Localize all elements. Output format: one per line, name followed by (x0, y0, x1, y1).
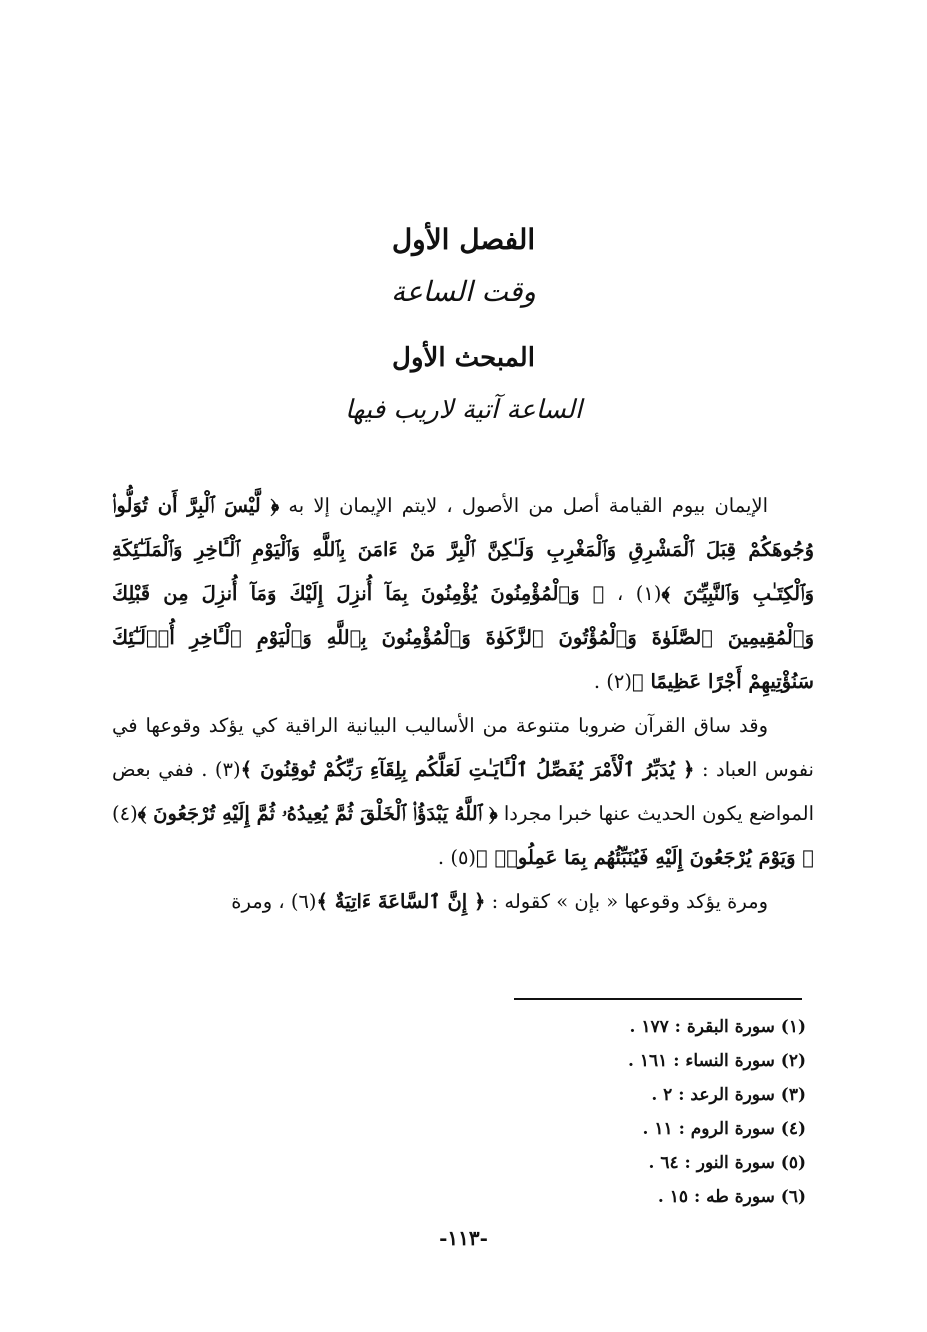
chapter-heading: الفصل الأول (391, 223, 536, 256)
footnote-divider (514, 998, 802, 1000)
footnote-item: (٤) سورة الروم : ١١ . (642, 1119, 806, 1139)
headings-block (0, 214, 927, 436)
footnote-item: (٥) سورة النور : ٦٤ . (648, 1153, 806, 1173)
paragraph-text: وقد ساق القرآن ضروبا متنوعة من الأساليب البيانية الراقية كي يؤكد وقوعها في نفوس العباد : (112, 714, 814, 781)
body-text (112, 484, 814, 924)
body-paragraph (112, 484, 814, 704)
footnote-item: (٢) سورة النساء : ١٦١ . (628, 1051, 806, 1071)
footnote-item: (٣) سورة الرعد : ٢ . (651, 1085, 806, 1105)
paragraph-text: الإيمان بيوم القيامة أصل من الأصول ، لايتم الإيمان إلا به (279, 494, 768, 517)
quran-verse: ﴿ وَٱلْمُؤْمِنُونَ يُؤْمِنُونَ بِمَآ أُنزِلَ إِلَيْكَ وَمَآ أُنزِلَ مِن قَبْلِكَ وَٱلْمُقِيمِينَ ٱلصَّلَوٰةَ وَٱلْمُؤْتُونَ ٱلزَّكَوٰةَ وَٱلْمُؤْمِنُونَ بِٱللَّهِ وَٱلْيَوْمِ ٱلْـَٔاخِرِ أُو۟لَـٰٓئِكَ سَنُؤْتِيهِمْ أَجْرًا عَظِيمًا ﴾ (112, 582, 814, 693)
footnotes-list (300, 1010, 806, 1214)
quran-verse: ﴿ وَيَوْمَ يُرْجَعُونَ إِلَيْهِ فَيُنَبِّئُهُم بِمَا عَمِلُوا۟ ﴾ (476, 846, 814, 869)
quran-verse: ﴿ إِنَّ ٱلسَّاعَةَ ءَاتِيَةٌ ﴾ (316, 890, 486, 913)
footnote-item: (٦) سورة طه : ١٥ . (657, 1187, 806, 1207)
quran-verse: ﴿ يُدَبِّرُ ٱلْأَمْرَ يُفَصِّلُ ٱلْـَٔايَـٰتِ لَعَلَّكُم بِلِقَآءِ رَبِّكُمْ تُوقِنُونَ ﴾ (240, 758, 695, 781)
paragraph-text: ومرة يؤكد وقوعها « بإن » كقوله : (485, 890, 768, 913)
paragraph-text: (٤) (112, 802, 138, 825)
paragraph-text: (١) ، (604, 582, 662, 605)
page-number: -١١٣- (439, 1226, 488, 1250)
quran-verse: ﴿ لَّيْسَ ٱلْبِرَّ أَن تُوَلُّوا۟ وُجُوهَكُمْ قِبَلَ ٱلْمَشْرِقِ وَٱلْمَغْرِبِ وَلَـٰكِنَّ ٱلْبِرَّ مَنْ ءَامَنَ بِٱللَّهِ وَٱلْيَوْمِ ٱلْـَٔاخِرِ وَٱلْمَلَـٰٓئِكَةِ وَٱلْكِتَـٰبِ وَٱلنَّبِيِّـۧنَ ﴾ (112, 494, 814, 605)
paragraph-text: (٢) . (593, 670, 632, 693)
section-heading: المبحث الأول (392, 343, 535, 373)
body-paragraph (112, 704, 814, 880)
chapter-title: وقت الساعة (391, 275, 536, 308)
paragraph-text: (٥) . (437, 846, 477, 869)
quran-verse: ﴿ ٱللَّهُ يَبْدَؤُا۟ ٱلْخَلْقَ ثُمَّ يُعِيدُهُۥ ثُمَّ إِلَيْهِ تُرْجَعُونَ ﴾ (137, 802, 498, 825)
footnote-item: (١) سورة البقرة : ١٧٧ . (629, 1017, 806, 1037)
paragraph-text: (٣) . ففي بعض المواضع يكون الحديث عنها خبرا مجردا (112, 758, 814, 825)
section-title: الساعة آتية لاريب فيها (344, 395, 583, 425)
body-paragraph (112, 880, 814, 924)
paragraph-text: (٦) ، ومرة (231, 890, 317, 913)
